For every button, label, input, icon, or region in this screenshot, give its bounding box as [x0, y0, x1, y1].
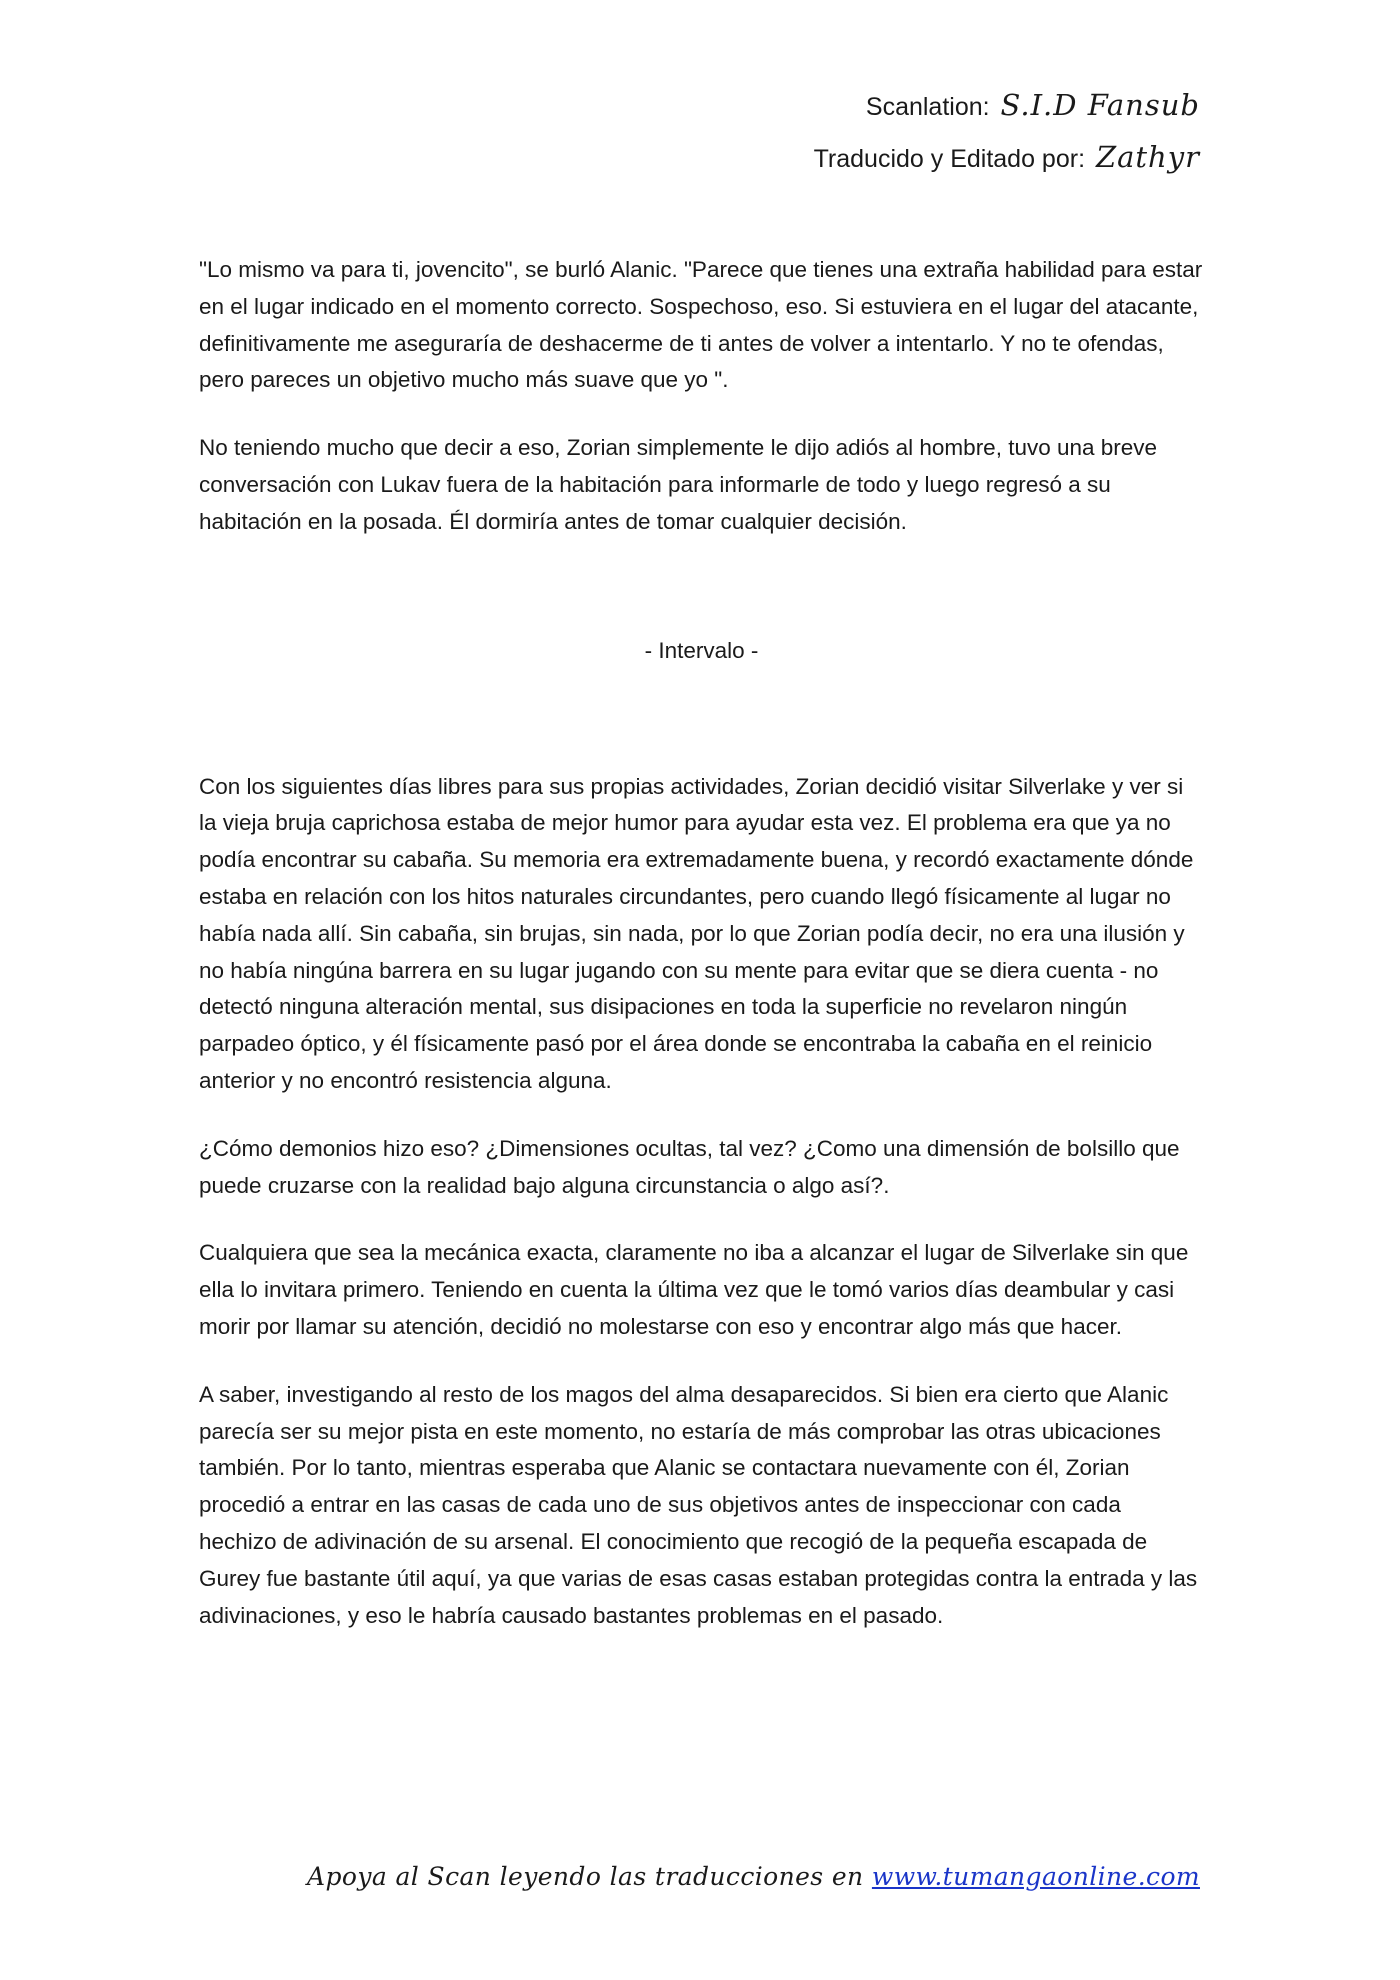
- website-link[interactable]: www.tumangaonline.com: [871, 1862, 1200, 1891]
- scanlation-credit: [814, 88, 1200, 124]
- paragraph: ¿Cómo demonios hizo eso? ¿Dimensiones ocultas, tal vez? ¿Como una dimensión de bolsillo que puede cruzarse con la realidad bajo alguna circunstancia o algo así?.: [199, 1135, 1180, 1198]
- paragraph: No teniendo mucho que decir a eso, Zorian simplemente le dijo adiós al hombre, tuvo una breve conversación con Lukav fuera de la habitación para informarle de todo y luego regresó a su habitación en la posada. Él dormiría antes de tomar cualquier decisión.: [199, 435, 1158, 534]
- translator-name: Zathyr: [1095, 140, 1200, 174]
- page-footer: [307, 1862, 1200, 1891]
- paragraph: Con los siguientes días libres para sus propias actividades, Zorian decidió visitar Silverlake y ver si la vieja bruja caprichosa estaba de mejor humor para ayudar esta vez. El problema era que ya no podía encontrar su cabaña. Su memoria era extremadamente buena, y recordó exactamente dónde estaba en relación con los hitos naturales circundantes, pero cuando llegó físicamente al lugar no había nada allí. Sin cabaña, sin brujas, sin nada, por lo que Zorian podía decir, no era una ilusión y no había ningúna barrera en su lugar jugando con su mente para evitar que se diera cuenta - no detectó ninguna alteración mental, sus disipaciones en toda la superficie no revelaron ningún parpadeo óptico, y él físicamente pasó por el área donde se encontraba la cabaña en el reinicio anterior y no encontró resistencia alguna.: [199, 773, 1194, 1093]
- footer-text: Apoya al Scan leyendo las traducciones en: [307, 1862, 864, 1891]
- scanlation-group-name: S.I.D Fansub: [1000, 88, 1200, 122]
- document-body: [199, 252, 1204, 1665]
- paragraph: "Lo mismo va para ti, jovencito", se burló Alanic. "Parece que tienes una extraña habilidad para estar en el lugar indicado en el momento correcto. Sospechoso, eso. Si estuviera en el lugar del atacante, definitivamente me aseguraría de deshacerme de ti antes de volver a intentarlo. Y no te ofendas, pero pareces un objetivo mucho más suave que yo ".: [199, 257, 1203, 393]
- section-separator: - Intervalo -: [644, 637, 759, 663]
- paragraph: Cualquiera que sea la mecánica exacta, claramente no iba a alcanzar el lugar de Silverlake sin que ella lo invitara primero. Teniendo en cuenta la última vez que le tomó varios días deambular y casi morir por llamar su atención, decidió no molestarse con eso y encontrar algo más que hacer.: [199, 1240, 1189, 1339]
- scanlation-label: Scanlation:: [865, 93, 990, 121]
- translator-credit: [814, 140, 1200, 176]
- page-header: [814, 88, 1200, 192]
- paragraph: A saber, investigando al resto de los magos del alma desaparecidos. Si bien era cierto que Alanic parecía ser su mejor pista en este momento, no estaría de más comprobar las otras ubicaciones también. Por lo tanto, mientras esperaba que Alanic se contactara nuevamente con él, Zorian procedió a entrar en las casas de cada uno de sus objetivos antes de inspeccionar con cada hechizo de adivinación de su arsenal. El conocimiento que recogió de la pequeña escapada de Gurey fue bastante útil aquí, ya que varias de esas casas estaban protegidas contra la entrada y las adivinaciones, y eso le habría causado bastantes problemas en el pasado.: [199, 1381, 1198, 1628]
- translator-label: Traducido y Editado por:: [813, 145, 1086, 173]
